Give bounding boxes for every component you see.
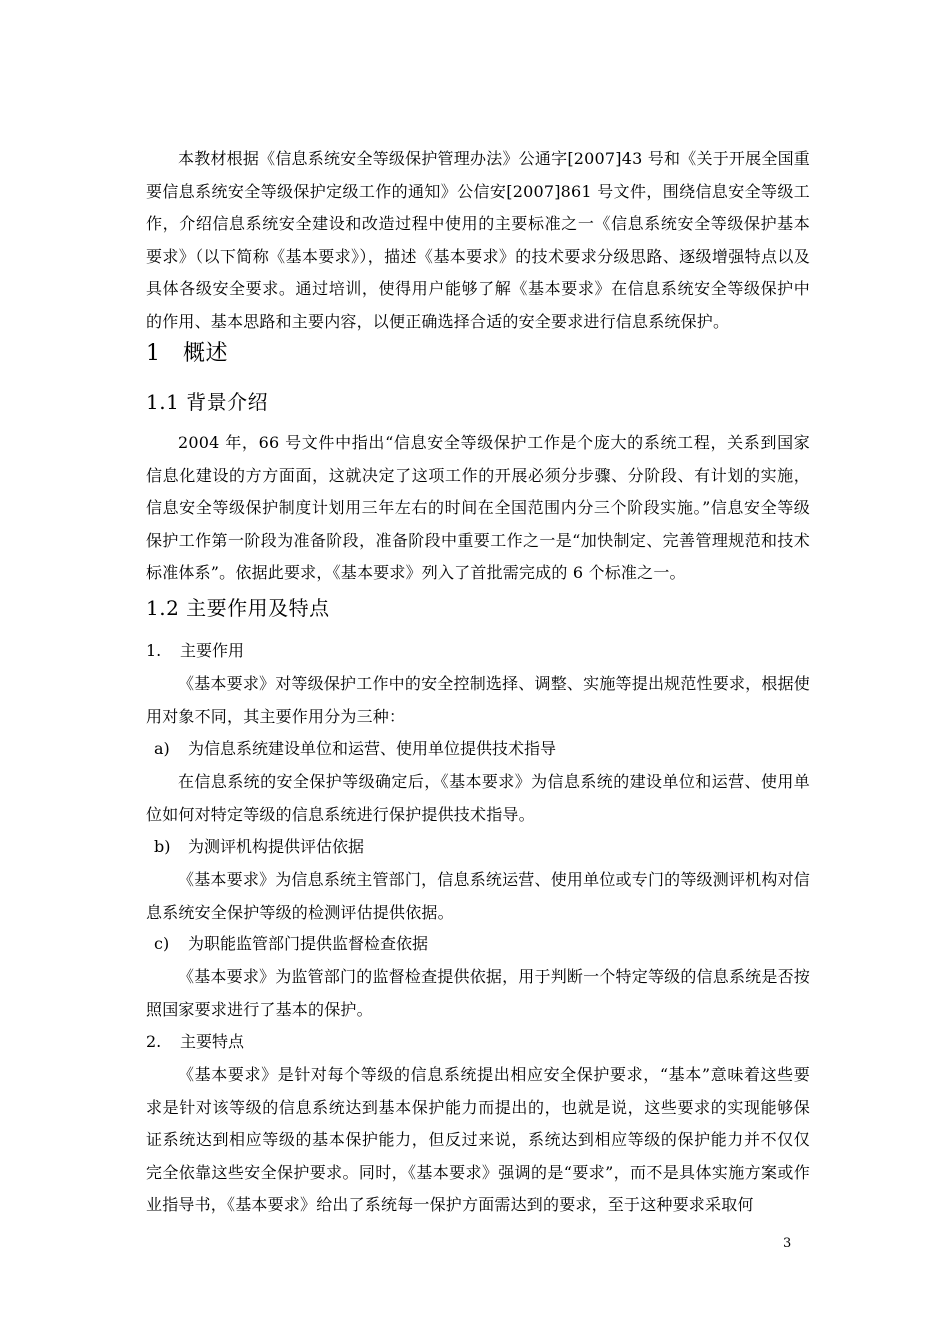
sub-item-c-paragraph: 《基本要求》为监管部门的监督检查提供依据，用于判断一个特定等级的信息系统是否按照国家要求进行了基本的保护。: [146, 967, 810, 1019]
page-number: 3: [783, 1236, 792, 1251]
sub-item-c-letter: c): [154, 934, 170, 953]
item-1-paragraph: 《基本要求》对等级保护工作中的安全控制选择、调整、实施等提出规范性要求，根据使用对象不同，其主要作用分为三种：: [146, 674, 810, 726]
sub-item-b-heading: [154, 835, 364, 859]
item-1-number: 1.: [146, 641, 162, 660]
section-1-2-heading: 1.2 主要作用及特点: [146, 596, 330, 620]
section-1-1-heading: 1.1 背景介绍: [146, 390, 269, 414]
sub-item-c-heading: [154, 932, 428, 956]
sub-item-b-title: 为测评机构提供评估依据: [188, 837, 365, 856]
item-2-title: 主要特点: [180, 1032, 245, 1051]
sub-item-a-paragraph: 在信息系统的安全保护等级确定后，《基本要求》为信息系统的建设单位和运营、使用单位如何对特定等级的信息系统进行保护提供技术指导。: [146, 772, 810, 824]
sub-item-b-letter: b): [154, 837, 171, 856]
sub-item-a-letter: a): [154, 739, 170, 758]
item-2-paragraph: 《基本要求》是针对每个等级的信息系统提出相应安全保护要求，“基本”意味着这些要求是针对该等级的信息系统达到基本保护能力而提出的，也就是说，这些要求的实现能够保证系统达到相应等级的基本保护能力，但反过来说，系统达到相应等级的保护能力并不仅仅完全依靠这些安全保护要求。同时，《基本要求》强调的是“要求”，而不是具体实施方案或作业指导书，《基本要求》给出了系统每一保护方面需达到的要求，至于这种要求采取何: [146, 1065, 810, 1215]
intro-paragraph: 本教材根据《信息系统安全等级保护管理办法》公通字[2007]43 号和《关于开展全国重要信息系统安全等级保护定级工作的通知》公信安[2007]861 号文件，围绕信息安全等级工作，介绍信息系统安全建设和改造过程中使用的主要标准之一《信息系统安全等级保护基本要求》（以下简称《基本要求》），描述《基本要求》的技术要求分级思路、逐级增强特点以及具体各级安全要求。通过培训，使得用户能够了解《基本要求》在信息系统安全等级保护中的作用、基本思路和主要内容，以便正确选择合适的安全要求进行信息系统保护。: [146, 149, 810, 331]
sub-item-b-paragraph: 《基本要求》为信息系统主管部门，信息系统运营、使用单位或专门的等级测评机构对信息系统安全保护等级的检测评估提供依据。: [146, 870, 810, 922]
sub-item-a-title: 为信息系统建设单位和运营、使用单位提供技术指导: [188, 739, 557, 758]
sub-item-c-title: 为职能监管部门提供监督检查依据: [188, 934, 429, 953]
item-1-heading: [146, 639, 244, 663]
sub-item-a-heading: [154, 737, 556, 761]
section-1-heading: 1 概述: [146, 341, 228, 366]
item-2-heading: [146, 1030, 244, 1054]
section-1-1-paragraph: 2004 年，66 号文件中指出“信息安全等级保护工作是个庞大的系统工程，关系到国家信息化建设的方方面面，这就决定了这项工作的开展必须分步骤、分阶段、有计划的实施，信息安全等级保护制度计划用三年左右的时间在全国范围内分三个阶段实施。”信息安全等级保护工作第一阶段为准备阶段，准备阶段中重要工作之一是“加快制定、完善管理规范和技术标准体系”。依据此要求，《基本要求》列入了首批需完成的 6 个标准之一。: [146, 433, 810, 583]
item-1-title: 主要作用: [180, 641, 245, 660]
item-2-number: 2.: [146, 1032, 162, 1051]
